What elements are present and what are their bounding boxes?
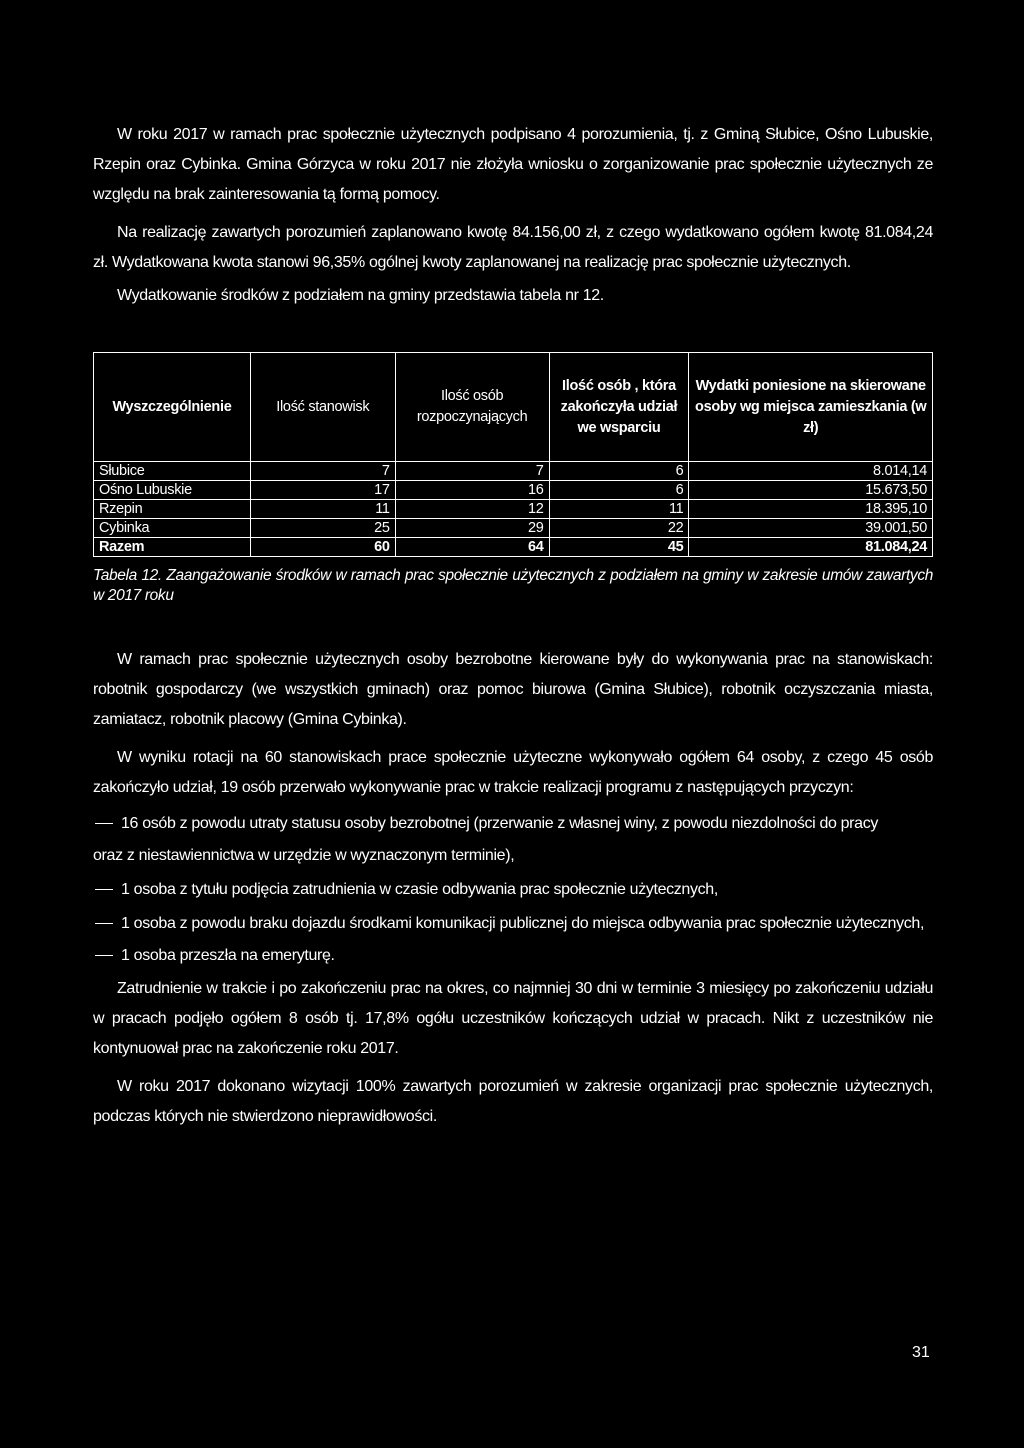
dash-bullet-icon bbox=[95, 823, 113, 824]
header-positions: Ilość stanowisk bbox=[250, 353, 395, 462]
cell-completed: 11 bbox=[549, 500, 689, 519]
table-row bbox=[94, 519, 933, 538]
paragraph-job-positions: W ramach prac społecznie użytecznych osoby bezrobotne kierowane były do wykonywania prac na stanowiskach: robotnik gospodarczy (we wszystkich gminach) oraz pomoc biurowa (Gmina Słubice), robotnik oczyszczania miasta, zamiatacz, robotnik placowy (Gmina Cybinka). bbox=[93, 651, 933, 728]
table-row bbox=[94, 481, 933, 500]
list-item-continuation: oraz z niestawiennictwa w urzędzie w wyznaczonym terminie), bbox=[93, 847, 515, 864]
cell-positions: 7 bbox=[250, 462, 395, 481]
paragraph-employment: Zatrudnienie w trakcie i po zakończeniu prac na okres, co najmniej 30 dni w terminie 3 miesięcy po zakończeniu udziału w pracach podjęło ogółem 8 osób tj. 17,8% ogółu uczestników kończących udział w pracach. Nikt z uczestników nie kontynuował prac na zakończenie roku 2017. bbox=[93, 980, 933, 1057]
cell-completed: 6 bbox=[549, 481, 689, 500]
cell-completed: 22 bbox=[549, 519, 689, 538]
cell-expenses: 18.395,10 bbox=[689, 500, 933, 519]
cell-started: 12 bbox=[395, 500, 549, 519]
cell-municipality: Ośno Lubuskie bbox=[94, 481, 251, 500]
cell-completed: 6 bbox=[549, 462, 689, 481]
cell-started: 16 bbox=[395, 481, 549, 500]
cell-expenses: 8.014,14 bbox=[689, 462, 933, 481]
cell-total-started: 64 bbox=[395, 538, 549, 557]
header-expenses: Wydatki poniesione na skierowane osoby wg miejsca zamieszkania (w zł) bbox=[689, 353, 933, 462]
cell-expenses: 39.001,50 bbox=[689, 519, 933, 538]
dash-bullet-icon bbox=[95, 955, 113, 956]
paragraph-amounts: Na realizację zawartych porozumień zaplanowano kwotę 84.156,00 zł, z czego wydatkowano ogółem kwotę 81.084,24 zł. Wydatkowana kwota stanowi 96,35% ogólnej kwoty zaplanowanej na realizację prac społecznie użytecznych. bbox=[93, 224, 933, 271]
cell-positions: 25 bbox=[250, 519, 395, 538]
cell-municipality: Cybinka bbox=[94, 519, 251, 538]
dash-bullet-icon bbox=[95, 889, 113, 890]
paragraph-rotation: W wyniku rotacji na 60 stanowiskach prace społecznie użyteczne wykonywało ogółem 64 osoby, z czego 45 osób zakończyło udział, 19 osób przerwało wykonywanie prac w trakcie realizacji programu z następujących przyczyn: bbox=[93, 749, 933, 796]
dash-bullet-icon bbox=[95, 923, 113, 924]
list-item-text: 1 osoba z powodu braku dojazdu środkami komunikacji publicznej do miejsca odbywania prac społecznie użytecznych, bbox=[121, 915, 925, 932]
table-row bbox=[94, 500, 933, 519]
header-started: Ilość osób rozpoczynających bbox=[395, 353, 549, 462]
list-item-text: 1 osoba przeszła na emeryturę. bbox=[121, 947, 335, 964]
list-item-text: 1 osoba z tytułu podjęcia zatrudnienia w czasie odbywania prac społecznie użytecznych, bbox=[121, 881, 718, 898]
list-item bbox=[93, 909, 933, 939]
cell-positions: 11 bbox=[250, 500, 395, 519]
cell-expenses: 15.673,50 bbox=[689, 481, 933, 500]
paragraph-agreements: W roku 2017 w ramach prac społecznie użytecznych podpisano 4 porozumienia, tj. z Gminą Słubice, Ośno Lubuskie, Rzepin oraz Cybinka. Gmina Górzyca w roku 2017 nie złożyła wniosku o zorganizowanie prac społecznie użytecznych ze względu na brak zainteresowania tą formą pomocy. bbox=[93, 126, 933, 203]
cell-total-positions: 60 bbox=[250, 538, 395, 557]
header-category: Wyszczególnienie bbox=[94, 353, 251, 462]
header-completed: Ilość osób , która zakończyła udział we wsparciu bbox=[549, 353, 689, 462]
cell-municipality: Rzepin bbox=[94, 500, 251, 519]
expenditure-table bbox=[93, 352, 933, 557]
cell-total-completed: 45 bbox=[549, 538, 689, 557]
cell-municipality: Słubice bbox=[94, 462, 251, 481]
cell-started: 29 bbox=[395, 519, 549, 538]
table-header-row bbox=[94, 353, 933, 462]
cell-started: 7 bbox=[395, 462, 549, 481]
paragraph-inspections: W roku 2017 dokonano wizytacji 100% zawartych porozumień w zakresie organizacji prac społecznie użytecznych, podczas których nie stwierdzono nieprawidłowości. bbox=[93, 1078, 933, 1125]
table-total-row bbox=[94, 538, 933, 557]
table-caption: Tabela 12. Zaangażowanie środków w ramach prac społecznie użytecznych z podziałem na gminy w zakresie umów zawartych w 2017 roku bbox=[93, 567, 933, 604]
cell-positions: 17 bbox=[250, 481, 395, 500]
list-item bbox=[93, 809, 933, 839]
cell-total-expenses: 81.084,24 bbox=[689, 538, 933, 557]
cell-total-label: Razem bbox=[94, 538, 251, 557]
list-item-text: 16 osób z powodu utraty statusu osoby bezrobotnej (przerwanie z własnej winy, z powodu niezdolności do pracy bbox=[121, 815, 879, 832]
table-row bbox=[94, 462, 933, 481]
page-number: 31 bbox=[912, 1344, 930, 1361]
list-item bbox=[93, 941, 933, 971]
list-item bbox=[93, 875, 933, 905]
paragraph-table-intro: Wydatkowanie środków z podziałem na gminy przedstawia tabela nr 12. bbox=[117, 287, 604, 304]
